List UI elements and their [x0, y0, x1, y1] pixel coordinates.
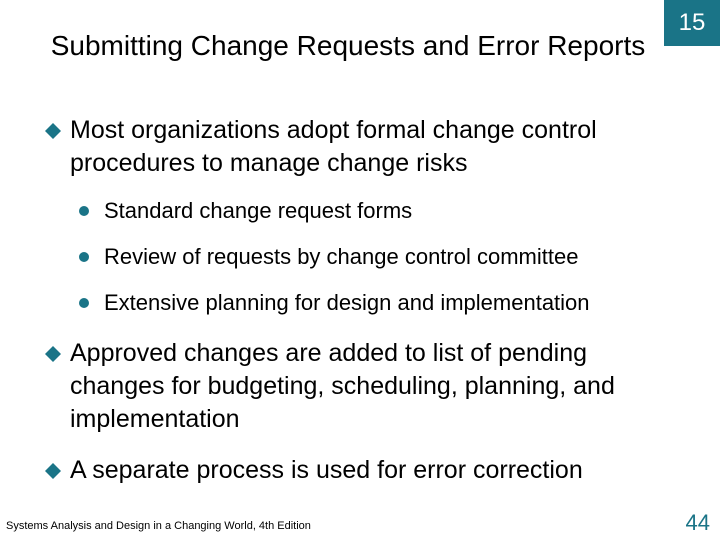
bullet-1-line-2: procedures to manage change risks [70, 149, 468, 177]
slide-number-badge: 15 [664, 0, 720, 46]
bullet-2-line-2: changes for budgeting, scheduling, planning, and [70, 372, 615, 400]
sub-bullet-1: Standard change request forms [104, 198, 413, 223]
sub-bullet-2: Review of requests by change control committee [104, 244, 579, 269]
dot-bullet-icon [79, 206, 89, 216]
slide-title: Submitting Change Requests and Error Reports [50, 30, 646, 61]
footer-text: Systems Analysis and Design in a Changing World, 4th Edition [6, 520, 311, 532]
bullet-2-line-3: implementation [70, 405, 240, 433]
bullet-3-line-1: A separate process is used for error correction [70, 456, 583, 484]
bullet-1-line-1: Most organizations adopt formal change control [70, 116, 597, 144]
page-number: 44 [685, 510, 710, 535]
dot-bullet-icon [79, 298, 89, 308]
diamond-bullet-icon [44, 122, 62, 140]
dot-bullet-icon [79, 252, 89, 262]
bullet-2-line-1: Approved changes are added to list of pending [70, 339, 588, 367]
sub-bullet-3: Extensive planning for design and implementation [104, 290, 590, 315]
diamond-bullet-icon [44, 462, 62, 480]
diamond-bullet-icon [44, 345, 62, 363]
